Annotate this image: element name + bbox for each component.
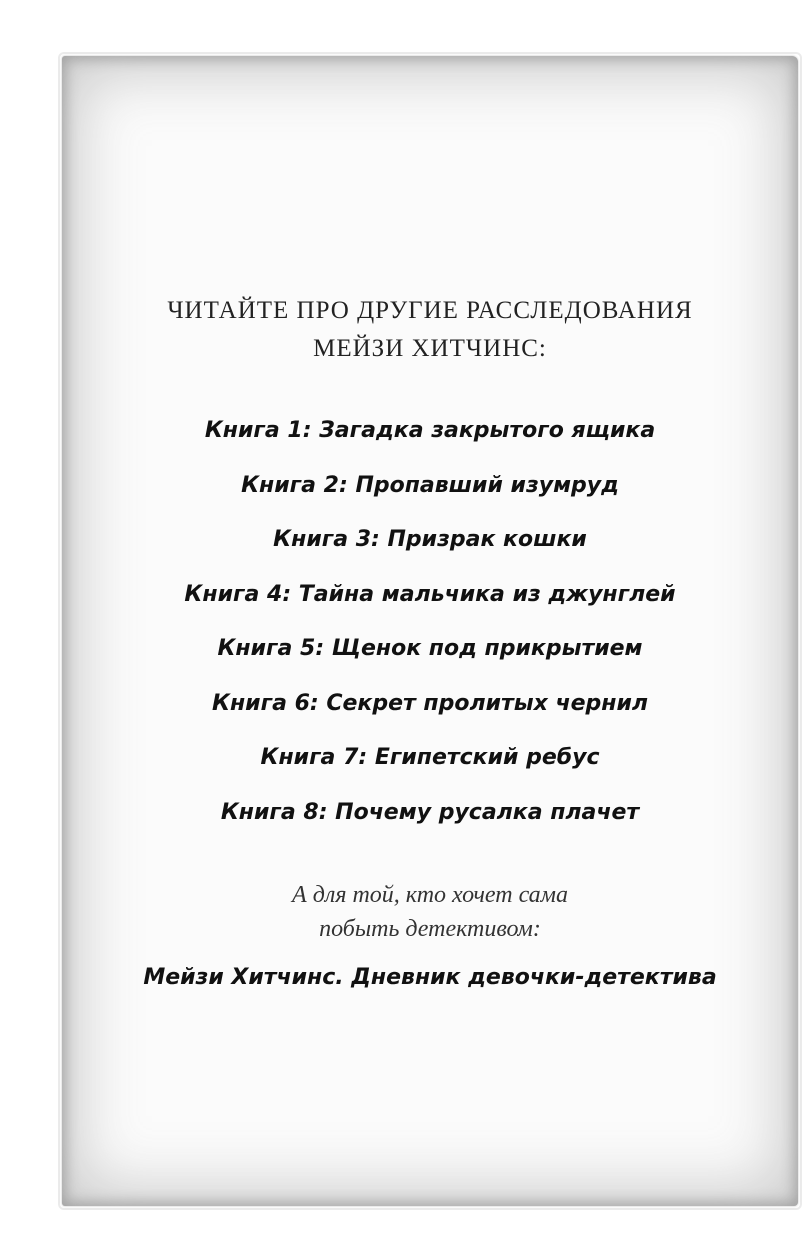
book-item-5: Книга 5: Щенок под прикрытием — [217, 636, 643, 661]
diary-title: Мейзи Хитчинс. Дневник девочки-детектива — [143, 965, 717, 990]
series-heading — [62, 292, 798, 368]
book-item-4: Книга 4: Тайна мальчика из джунглей — [184, 581, 676, 607]
heading-line-2: МЕЙЗИ ХИТЧИНС: — [313, 335, 547, 362]
note-line-1: А для той, кто хочет сама — [292, 882, 568, 908]
paper-page — [62, 56, 798, 1206]
book-item-6: Книга 6: Секрет пролитых чернил — [211, 690, 649, 716]
detective-note — [62, 878, 798, 946]
book-item-1: Книга 1: Загадка закрытого ящика — [204, 418, 656, 443]
book-item-3: Книга 3: Призрак кошки — [273, 527, 587, 552]
book-item-2: Книга 2: Пропавший изумруд — [241, 472, 619, 498]
heading-line-1: ЧИТАЙТЕ ПРО ДРУГИЕ РАССЛЕДОВАНИЯ — [167, 297, 693, 324]
note-line-2: побыть детективом: — [319, 916, 541, 942]
book-list — [62, 411, 798, 847]
book-item-8: Книга 8: Почему русалка плачет — [220, 799, 640, 825]
book-item-7: Книга 7: Египетский ребус — [260, 745, 600, 770]
